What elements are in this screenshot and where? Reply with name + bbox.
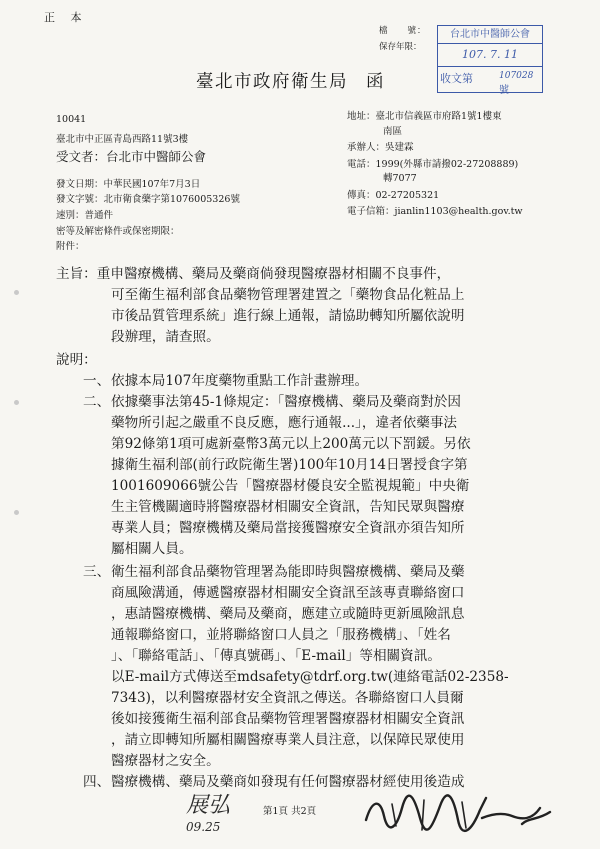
sender-address-line-1: 地址：臺北市信義區市府路1號1樓東 (347, 111, 502, 122)
stamp-org: 台北市中醫師公會 (438, 26, 542, 44)
item-number: 二、 (83, 394, 111, 410)
item-number: 一、 (83, 373, 111, 389)
binding-hole (14, 400, 19, 405)
item-line: 據衛生福利部(前行政院衛生署)100年10月14日署授食字第 (111, 457, 468, 473)
recipient-address: 臺北市中正區青島西路11號3樓 (56, 134, 189, 145)
item-line: 1001609066號公告「醫療器材優良安全監視規範」中央衛 (111, 478, 470, 494)
item-line: 藥物所引起之嚴重不良反應，應行通報...」，違者依藥事法 (111, 415, 458, 431)
binding-hole (14, 290, 19, 295)
stamp-received-number: 107028號 (499, 71, 534, 96)
attachment: 附件： (56, 241, 85, 252)
stamp-received-label (440, 67, 473, 90)
item-line: 依據本局107年度藥物重點工作計畫辦理。 (111, 373, 369, 389)
item-line: 後如接獲衛生福利部食品藥物管理署醫療器材相關安全資訊 (111, 711, 465, 727)
issue-number: 發文字號：北市衛食藥字第1076005326號 (56, 194, 240, 205)
document-type: 函 (366, 72, 385, 92)
subject-line: 主旨：重申醫療機構、藥局及藥商倘發現醫療器材相關不良事件， (56, 266, 451, 282)
item-line: 」、「聯絡電話」、「傳真號碼」、「E-mail」等相關資訊。 (111, 648, 441, 664)
recipient: 受文者：台北市中醫師公會 (56, 149, 207, 164)
received-stamp (437, 25, 543, 96)
item-number: 四、 (83, 774, 111, 790)
item-line: 7343)，以利醫療器材安全資訊之傳送。各聯絡窗口人員爾 (111, 690, 464, 706)
copy-mark: 正 本 (44, 11, 88, 24)
handwritten-name: 展弘 (186, 793, 231, 818)
stamp-received-prefix: 收文第 (440, 72, 473, 85)
item-line: ，請立即轉知所屬相關醫療專業人員注意，以保障民眾使用 (111, 732, 465, 748)
item-line: 衛生福利部食品藥物管理署為能即時與醫療機構、藥局及藥 (111, 564, 465, 580)
stamp-date: 107. 7. 11 (438, 43, 542, 67)
item-line: 依據藥事法第45-1條規定：「醫療機構、藥局及藥商對於因 (111, 394, 461, 410)
page-number: 第1頁 共2頁 (263, 806, 317, 817)
speed: 速別：普通件 (56, 210, 114, 221)
sender-phone-2: 轉7077 (383, 173, 417, 184)
issuer-name: 臺北市政府衛生局 (196, 72, 348, 92)
item-line: 醫療器材之安全。 (111, 753, 220, 769)
subject-line: 段辦理，請查照。 (111, 329, 220, 345)
document-title (196, 68, 385, 93)
item-line: ，惠請醫療機構、藥局及藥商，應建立或隨時更新風險訊息 (111, 606, 465, 622)
item-line: 以E-mail方式傳送至mdsafety@tdrf.org.tw(連絡電話02-2358- (111, 669, 509, 685)
item-line: 商風險溝通，傳遞醫療器材相關安全資訊至該專責聯絡窗口 (111, 585, 465, 601)
item-line: 通報聯絡窗口，並將聯絡窗口人員之「服務機構」、「姓名 (111, 627, 451, 643)
keep-period-label: 保存年限： (379, 42, 422, 52)
sender-address-line-2: 南區 (383, 126, 403, 137)
item-line: 生主管機關適時將醫療器材相關安全資訊，告知民眾與醫療 (111, 499, 465, 515)
recipient-zip: 10041 (56, 114, 87, 125)
file-number-label: 檔 號： (379, 26, 427, 36)
issue-date: 發文日期：中華民國107年7月3日 (56, 179, 201, 190)
item-line: 專業人員；醫療機構及藥局當接獲醫療安全資訊亦須告知所 (111, 520, 465, 536)
item-number: 三、 (83, 564, 111, 580)
handwritten-date: 09.25 (186, 820, 221, 834)
subject-line: 可至衛生福利部食品藥物管理署建置之「藥物食品化粧品上 (111, 287, 465, 303)
explanation-label: 說明： (56, 352, 97, 368)
sender-fax: 傳真：02-27205321 (347, 190, 440, 201)
signature (362, 790, 562, 838)
binding-hole (14, 510, 19, 515)
subject-line: 市後品質管理系統」進行線上通報，請協助轉知所屬依說明 (111, 308, 465, 324)
sender-phone-1: 電話：1999(外縣市請撥02-27208889) (347, 159, 519, 170)
sender-contact: 承辦人：吳建霖 (347, 142, 414, 153)
sender-email: 電子信箱：jianlin1103@health.gov.tw (347, 206, 523, 217)
item-line: 屬相關人員。 (111, 541, 193, 557)
item-line: 第92條第1項可處新臺幣3萬元以上200萬元以下罰鍰。另依 (111, 436, 471, 452)
secret-level: 密等及解密條件或保密期限： (56, 226, 180, 237)
item-line: 醫療機構、藥局及藥商如發現有任何醫療器材經使用後造成 (111, 774, 465, 790)
